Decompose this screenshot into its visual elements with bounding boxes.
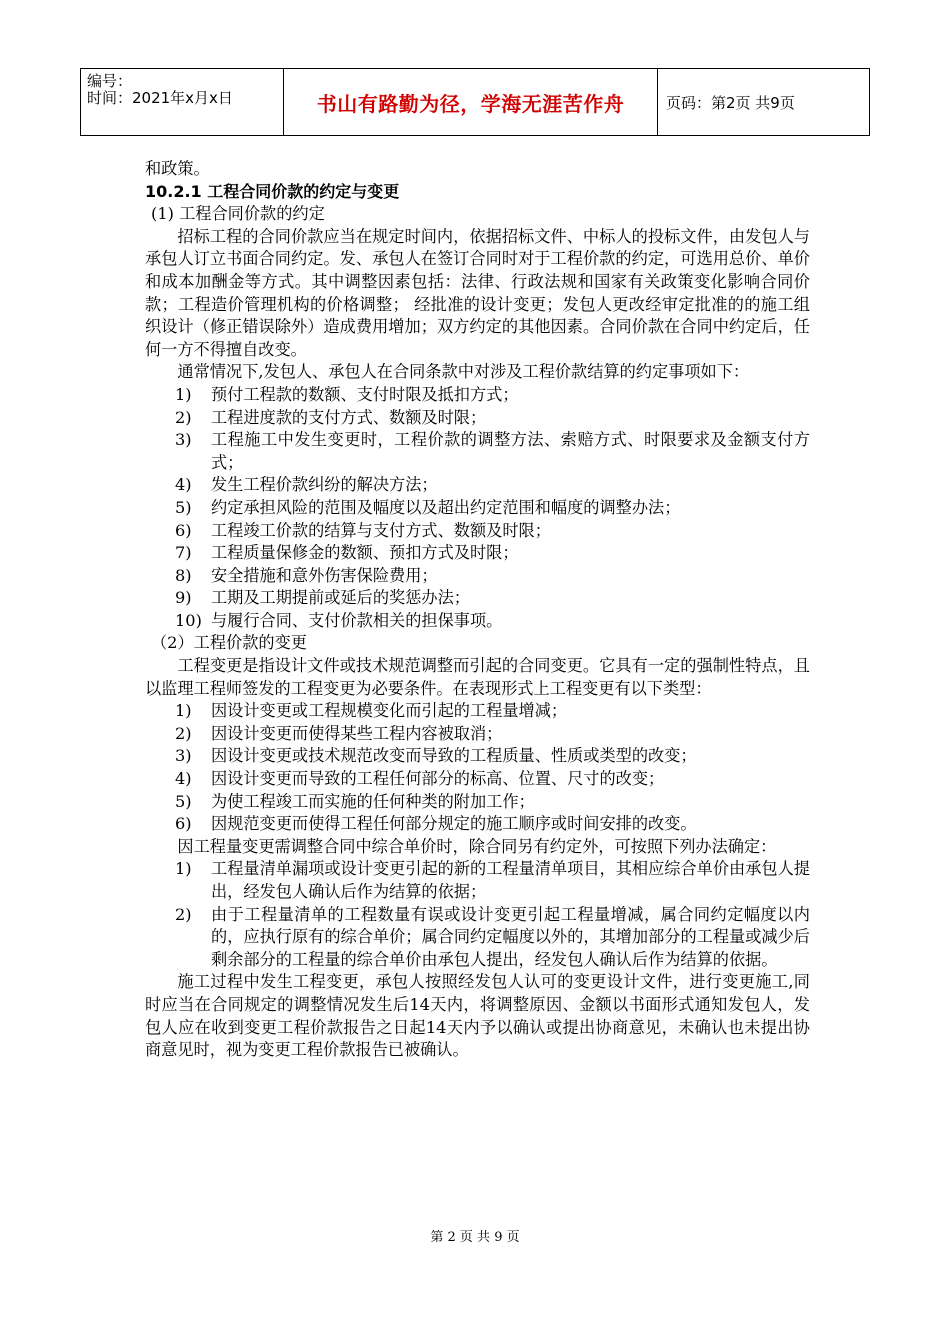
list-item-number: 1) [175,859,192,879]
subsection-heading-1: (1) 工程合同价款的约定 [151,204,325,224]
list-item-text: 工期及工期提前或延后的奖惩办法； [211,588,470,608]
paragraph-change-procedure: 施工过程中发生工程变更，承包人按照经发包人认可的变更设计文件，进行变更施工,同时应当在合同规定的调整情况发生后14天内，将调整原因、金额以书面形式通知发包人，发包人应在收到变更工程价款报告之日起14天内予以确认或提出协商意见，未确认也未提出协商意见时，视为变更工程价款报告已被确认。 [145,972,810,1060]
list-item-number: 9) [175,588,192,608]
list-item [175,520,810,543]
unit-price-rules-list [145,858,810,971]
list-item-text: 安全措施和意外伤害保险费用； [211,565,438,585]
list-item [175,587,810,610]
list-item-text: 发生工程价款纠纷的解决方法； [211,475,438,495]
list-item-number: 10) [175,610,202,630]
list-item-number: 1) [175,384,192,404]
change-types-list [145,700,810,836]
subsection-heading-2: （2）工程价款的变更 [151,633,307,653]
list-item-text: 工程竣工价款的结算与支付方式、数额及时限； [211,520,551,540]
section-heading: 10.2.1 工程合同价款的约定与变更 [145,181,400,201]
document-body [145,158,810,1062]
document-number-label: 编号： [87,72,133,90]
document-date: 时间：2021年x月x日 [87,89,233,107]
list-item-text: 因设计变更或技术规范改变而导致的工程质量、性质或类型的改变； [211,746,697,766]
list-item-text: 因设计变更而导致的工程任何部分的标高、位置、尺寸的改变； [211,769,665,789]
header-motto: 书山有路勤为径，学海无涯苦作舟 [284,69,658,135]
list-item [175,474,810,497]
list-item-text: 因设计变更而使得某些工程内容被取消； [211,723,503,743]
header-page-info: 页码：第2页 共9页 [666,93,795,112]
list-item-text: 工程质量保修金的数额、预扣方式及时限； [211,543,519,563]
list-item [175,700,810,723]
list-item-text: 工程施工中发生变更时，工程价款的调整方法、索赔方式、时限要求及金额支付方式； [211,430,810,472]
list-item [175,791,810,814]
paragraph-settlement-terms: 通常情况下,发包人、承包人在合同条款中对涉及工程价款结算的约定事项如下： [177,362,750,382]
list-item-number: 4) [175,769,192,789]
list-item-text: 预付工程款的数额、支付时限及抵扣方式； [211,384,519,404]
paragraph-intro: 和政策。 [145,159,210,178]
list-item [175,723,810,746]
list-item-text: 与履行合同、支付价款相关的担保事项。 [211,610,503,630]
list-item-number: 5) [175,497,192,517]
paragraph-unit-price-rule: 因工程量变更需调整合同中综合单价时，除合同另有约定外，可按照下列办法确定： [177,836,777,856]
list-item-number: 5) [175,791,192,811]
paragraph-change-definition: 工程变更是指设计文件或技术规范调整而引起的合同变更。它具有一定的强制性特点，且以监理工程师签发的工程变更为必要条件。在表现形式上工程变更有以下类型： [145,656,810,698]
list-item [175,813,810,836]
list-item [175,610,810,633]
list-item [175,384,810,407]
list-item [175,768,810,791]
list-item [175,497,810,520]
list-item-number: 7) [175,543,192,563]
list-item-number: 2) [175,904,192,924]
settlement-terms-list [145,384,810,633]
list-item-number: 6) [175,520,192,540]
list-item-number: 1) [175,701,192,721]
list-item-number: 3) [175,430,192,450]
list-item-number: 6) [175,814,192,834]
list-item [175,429,810,474]
list-item-number: 2) [175,407,192,427]
list-item [175,904,810,972]
list-item-text: 工程进度款的支付方式、数额及时限； [211,407,487,427]
list-item [175,745,810,768]
list-item-text: 因设计变更或工程规模变化而引起的工程量增减； [211,701,568,721]
header-meta [81,69,284,135]
list-item-number: 2) [175,723,192,743]
list-item [175,542,810,565]
list-item-number: 3) [175,746,192,766]
page-header [80,68,870,136]
list-item-number: 4) [175,475,192,495]
list-item-text: 约定承担风险的范围及幅度以及超出约定范围和幅度的调整办法； [211,497,681,517]
list-item [175,565,810,588]
list-item [175,407,810,430]
list-item-text: 由于工程量清单的工程数量有误或设计变更引起工程量增减，属合同约定幅度以内的，应执行原有的综合单价；属合同约定幅度以外的，其增加部分的工程量或减少后剩余部分的工程量的综合单价由承包人提出，经发包人确认后作为结算的依据。 [211,904,810,969]
list-item-text: 工程量清单漏项或设计变更引起的新的工程量清单项目，其相应综合单价由承包人提出，经发包人确认后作为结算的依据； [211,859,810,901]
paragraph-contract-price: 招标工程的合同价款应当在规定时间内，依据招标文件、中标人的投标文件，由发包人与承包人订立书面合同约定。发、承包人在签订合同时对于工程价款的约定，可选用总价、单价和成本加酬金等方式。其中调整因素包括：法律、行政法规和国家有关政策变化影响合同价款；工程造价管理机构的价格调整； 经批准的设计变更；发包人更改经审定批准的的施工组织设计（修正错误除外）造成费用增加；双方约定的其他因素。合同价款在合同中约定后，任何一方不得擅自改变。 [145,226,810,359]
list-item-text: 因规范变更而使得工程任何部分规定的施工顺序或时间安排的改变。 [211,814,697,834]
page-footer: 第 2 页 共 9 页 [430,1230,520,1245]
list-item-text: 为使工程竣工而实施的任何种类的附加工作； [211,791,535,811]
list-item-number: 8) [175,565,192,585]
list-item [175,858,810,903]
